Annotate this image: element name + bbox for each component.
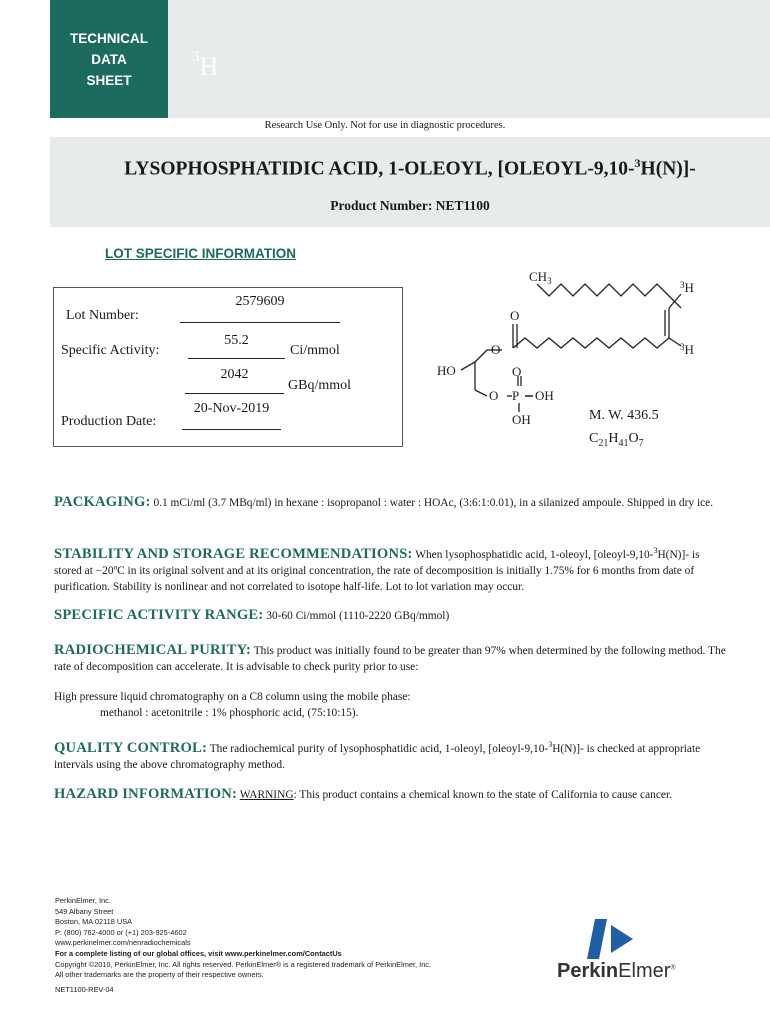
- activity-range-text: 30-60 Ci/mmol (1110-2220 GBq/mmol): [263, 610, 450, 622]
- specific-activity-label: Specific Activity:: [61, 343, 160, 358]
- footer-city: Boston, MA 02118 USA: [55, 917, 133, 927]
- title-part-1: LYSOPHOSPHATIDIC ACID, 1-OLEOYL, [OLEOYL-9,10-: [124, 158, 635, 180]
- quality-control-section: [54, 737, 730, 773]
- footer-phone: P: (800) 762-4000 or (+1) 203-925-4602: [55, 927, 187, 937]
- footer-website[interactable]: www.perkinelmer.com/nenradiochemicals: [55, 938, 191, 948]
- footer-doc-revision: NET1100-REV-04: [55, 984, 114, 994]
- ho-label: HO: [437, 363, 456, 378]
- badge-line-3: SHEET: [86, 72, 132, 88]
- specific-activity-gbq-underline: [185, 393, 284, 394]
- chemical-structure-diagram: [425, 262, 725, 462]
- specific-activity-gbq-value: 2042: [220, 367, 249, 382]
- title-part-2: H(N)]-: [640, 158, 696, 180]
- ch3-label: $CH_3$: [529, 269, 552, 286]
- tritium-top-label: $^3$H: [680, 280, 694, 295]
- quality-sup: 3: [548, 740, 553, 749]
- phosphate-double-o-label: O: [512, 364, 522, 379]
- production-date-value: 20-Nov-2019: [193, 401, 270, 416]
- isotope-symbol: H: [199, 52, 219, 81]
- tritium-bottom-label: $^3$H: [680, 342, 694, 357]
- stability-text-2: H(N)]- is stored at −20ºC in its original solvent and at its original concentration, the rate of decomposition is initially 1.75% for 6 months from date of purification. Stability is nonlinear and not correlated to isotope half-life. Lot to lot variation may occur.: [54, 548, 700, 593]
- radiochemical-purity-section: [54, 642, 730, 675]
- title-sup: 3: [634, 156, 641, 170]
- footer-copyright: Copyright ©2010, PerkinElmer, Inc. All rights reserved. PerkinElmer® is a registered trademark of PerkinElmer, Inc.: [55, 959, 432, 969]
- isotope-label: [192, 49, 219, 82]
- stability-sup: 3: [653, 546, 658, 555]
- badge-line-1: TECHNICAL: [70, 30, 148, 46]
- hazard-heading: HAZARD INFORMATION:: [54, 786, 238, 802]
- quality-text-1: The radiochemical purity of lysophosphatidic acid, 1-oleoyl, [oleoyl-9,10-: [207, 742, 549, 755]
- footer-offices: For a complete listing of our global offices, visit www.perkinelmer.com/ContactUs: [55, 948, 342, 958]
- stability-text-1: When lysophosphatidic acid, 1-oleoyl, [oleoyl-9,10-: [412, 548, 654, 561]
- perkinelmer-logo-text: PerkinElmer®: [557, 960, 676, 982]
- packaging-heading: PACKAGING:: [54, 494, 151, 510]
- specific-activity-ci-value: 55.2: [224, 333, 249, 348]
- lot-info-heading: LOT SPECIFIC INFORMATION: [105, 246, 296, 261]
- quality-text-2: H(N)]- is checked at appropriate intervals using the above chromatography method.: [54, 742, 701, 771]
- stability-section: [54, 543, 730, 595]
- phosphate-oh-right-label: OH: [535, 388, 554, 403]
- lot-number-value: 2579609: [235, 294, 285, 309]
- isotope-mass: 3: [192, 49, 200, 66]
- activity-range-heading: SPECIFIC ACTIVITY RANGE:: [54, 607, 264, 623]
- product-number: Product Number: NET1100: [330, 198, 490, 213]
- phosphorus-label: P: [512, 388, 520, 403]
- ci-unit: Ci/mmol: [290, 343, 340, 358]
- hazard-text: : This product contains a chemical known to the state of California to cause cancer.: [293, 789, 672, 801]
- purity-text: This product was initially found to be greater than 97% when determined by the following method. The rate of decomposition can accelerate. It is advisable to check purity prior to use:: [54, 645, 726, 673]
- hplc-line-2: methanol : acetonitrile : 1% phosphoric acid, (75:10:15).: [100, 707, 359, 719]
- gbq-unit: GBq/mmol: [288, 378, 352, 393]
- molecular-formula: $C_{21}H_{41}O_7$: [589, 431, 644, 449]
- hazard-warning: WARNING: [239, 789, 294, 801]
- hplc-line-1: High pressure liquid chromatography on a C8 column using the mobile phase:: [54, 691, 411, 703]
- research-use-note: Research Use Only. Not for use in diagnostic procedures.: [264, 120, 506, 131]
- phosphate-oh-bottom-label: OH: [512, 412, 531, 427]
- footer-trademarks: All other trademarks are the property of their respective owners.: [55, 970, 264, 980]
- phosphate-o-label: O: [489, 388, 499, 403]
- stability-heading: STABILITY AND STORAGE RECOMMENDATIONS:: [54, 545, 413, 562]
- packaging-text: 0.1 mCi/ml (3.7 MBq/ml) in hexane : isopropanol : water : HOAc, (3:6:1:0.01), in a silanized ampoule. Shipped in dry ice.: [150, 497, 714, 509]
- lot-number-underline: [180, 322, 340, 323]
- production-date-label: Production Date:: [61, 414, 157, 429]
- page-title: [50, 156, 770, 181]
- ester-o-label: O: [491, 342, 501, 357]
- hazard-section: [54, 786, 730, 803]
- footer-company: PerkinElmer, Inc.: [55, 896, 111, 905]
- specific-activity-range-section: [54, 607, 730, 624]
- technical-data-sheet-badge: [50, 0, 168, 118]
- specific-activity-ci-underline: [188, 358, 285, 359]
- footer-street: 549 Albany Street: [55, 906, 114, 916]
- lot-number-label: Lot Number:: [66, 308, 139, 323]
- packaging-section: [54, 494, 730, 511]
- badge-line-2: DATA: [91, 51, 127, 67]
- quality-heading: QUALITY CONTROL:: [54, 739, 208, 756]
- production-date-underline: [182, 429, 281, 430]
- footer-address: [55, 896, 431, 995]
- molecular-weight: M. W. 436.5: [589, 408, 659, 423]
- purity-heading: RADIOCHEMICAL PURITY:: [54, 642, 252, 658]
- carbonyl-o-label: O: [510, 308, 520, 323]
